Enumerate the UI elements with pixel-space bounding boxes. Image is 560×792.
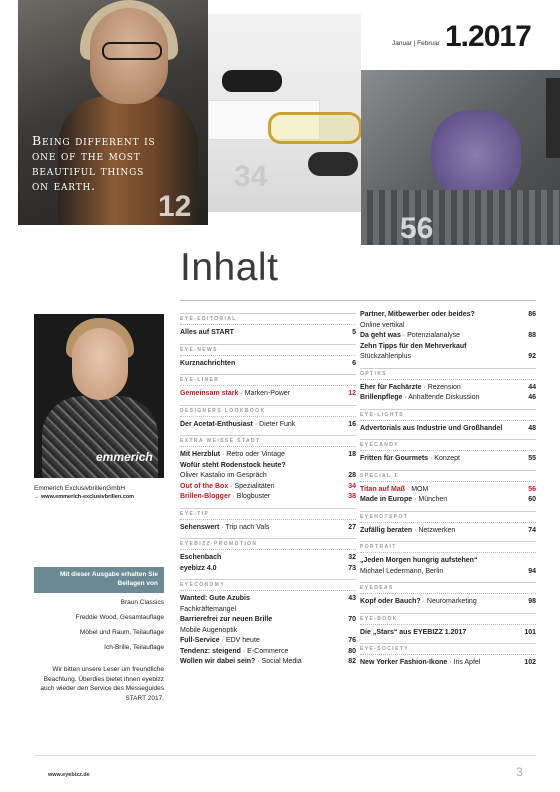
emmerich-portrait [34, 314, 164, 478]
toc-entry-title: Zufällig beraten [360, 526, 413, 534]
toc-entry-subtitle: Iris Apfel [453, 659, 481, 666]
toc-entry-subtitle: Rezension [427, 383, 461, 391]
toc-entry-line [180, 605, 356, 616]
toc-entry[interactable] [360, 597, 536, 608]
toc-entry-subtitle: Konzept [434, 455, 460, 462]
toc-separator: · [447, 659, 454, 666]
toc-entry-subtitle: Potenzialanalyse [407, 332, 461, 339]
photo-number-56: 56 [400, 212, 434, 245]
toc-separator: · [421, 383, 428, 391]
toc-entry[interactable] [180, 492, 356, 503]
toc-entry-line [180, 626, 356, 637]
portrait-url[interactable]: → www.emmerich-exclusivbrillen.com [34, 494, 135, 500]
toc-entry-subtitle: Retro oder Vintage [226, 451, 285, 458]
toc-entry-subtitle: Blogbuster [236, 493, 271, 500]
toc-entry-subtitle: München [418, 496, 448, 503]
beilagen-header: Mit dieser Ausgabe erhalten Sie Beilagen von [34, 567, 164, 593]
toc-entry-title: Out of the Box [180, 482, 229, 490]
toc-entry[interactable] [360, 628, 536, 639]
footer-url[interactable]: www.eyebizz.de [48, 772, 90, 778]
issue-month: Januar | Februar [392, 40, 440, 47]
toc-entry-title: Zehn Tipps für den Mehrverkauf [360, 342, 467, 350]
toc-entry-subline: Online vertikal [360, 321, 405, 329]
toc-entry-subline: Fachkräftemangel [180, 605, 237, 613]
toc-entry[interactable] [180, 657, 356, 668]
toc-section [360, 511, 536, 537]
toc-entry-subtitle: Anhaltende Diskussion [408, 394, 480, 401]
toc-entry[interactable] [360, 485, 536, 496]
photo-number-12: 12 [158, 190, 192, 223]
toc-separator: · [220, 451, 227, 458]
toc-entry[interactable] [360, 331, 536, 342]
toc-entry-title: Brillen-Blogger [180, 493, 231, 500]
toc-page-number: 18 [348, 451, 356, 458]
toc-page-number: 76 [348, 637, 356, 644]
page-title: Inhalt [180, 246, 279, 289]
toc-entry[interactable] [180, 450, 356, 461]
toc-section-label: OPTIKS [360, 368, 536, 380]
toc-section [180, 435, 356, 503]
toc-entry[interactable] [180, 420, 356, 431]
toc-entry[interactable] [360, 526, 536, 537]
toc-section [360, 582, 536, 608]
toc-section-label: SPECIAL 1 [360, 470, 536, 482]
photo-number-34: 34 [234, 160, 268, 193]
toc-page-number: 48 [528, 424, 536, 432]
toc-separator: · [252, 420, 260, 428]
toc-entry-title: Tendenz: steigend [180, 647, 241, 655]
toc-entry[interactable] [180, 647, 356, 658]
sunglasses-photo [208, 14, 361, 212]
toc-page-number: 38 [348, 493, 356, 500]
toc-entry-subtitle: EDV heute [225, 637, 260, 644]
toc-entry-title: Eher für Fachärzte [360, 383, 422, 391]
toc-entry[interactable] [360, 556, 536, 567]
toc-section-label: EYE-TIP [180, 508, 356, 520]
toc-page-number: 60 [528, 496, 536, 503]
beilagen-note: Wir bitten unsere Leser um freundliche Beachtung. Überdies bietet Ihnen eyebizz auch wieder den Service des Messeguides START 2017. [40, 666, 164, 702]
toc-entry-title: Barrierefrei zur neuen Brille [180, 616, 273, 623]
toc-entry-title: Alles auf START [180, 329, 234, 336]
emmerich-logo: emmerich [96, 450, 153, 464]
toc-separator: · [420, 598, 427, 605]
toc-entry-title: Sehenswert [180, 523, 220, 531]
toc-section [180, 508, 356, 534]
toc-page-number: 6 [352, 359, 356, 367]
toc-entry-line [360, 567, 536, 578]
toc-entry-title: Wofür steht Rodenstock heute? [180, 461, 286, 469]
toc-page-number: 28 [348, 472, 356, 479]
toc-page-number: 12 [348, 390, 356, 397]
toc-section [360, 541, 536, 577]
title-divider [180, 300, 536, 301]
toc-page-number: 73 [348, 564, 356, 572]
toc-entry-subtitle: Marken-Power [244, 390, 291, 397]
toc-entry[interactable] [360, 658, 536, 669]
toc-entry[interactable] [360, 342, 536, 353]
toc-entry-title: Eschenbach [180, 554, 222, 561]
toc-page-number: 34 [348, 482, 356, 490]
toc-column-right [360, 310, 536, 674]
toc-section [180, 579, 356, 668]
toc-section [360, 409, 536, 435]
toc-entry-subtitle: Neuromarketing [426, 598, 477, 605]
toc-entry-subtitle: MOM [411, 485, 429, 493]
toc-section-label: EYE-NEWS [180, 344, 356, 356]
toc-entry[interactable] [180, 615, 356, 626]
toc-section-label: EYE-SOCIETY [360, 643, 536, 655]
toc-separator: · [412, 526, 419, 534]
beilage-item: Möbel und Raum, Teilauflage [79, 629, 164, 636]
toc-entry[interactable] [180, 461, 356, 472]
toc-separator: · [230, 493, 237, 500]
toc-separator: · [428, 455, 435, 462]
toc-entry-subtitle: Netzwerken [418, 526, 456, 534]
toc-section [180, 374, 356, 400]
toc-entry-title: Advertorials aus Industrie und Großhandel [360, 424, 503, 432]
toc-section [360, 439, 536, 465]
toc-entry[interactable] [360, 393, 536, 404]
toc-entry-title: Made in Europe [360, 496, 413, 503]
toc-page-number: 82 [348, 658, 356, 665]
toc-entry[interactable] [180, 328, 356, 339]
toc-page-number: 80 [348, 647, 356, 655]
toc-section-label: DESIGNERS LOOKBOOK [180, 405, 356, 417]
toc-entry[interactable] [180, 553, 356, 564]
toc-page-number: 74 [528, 526, 536, 534]
toc-entry-subline: Mobile Augenoptik [180, 626, 238, 634]
toc-entry-title: „Jeden Morgen hungrig aufstehen“ [360, 557, 478, 564]
toc-entry-title: Kurznachrichten [180, 359, 236, 367]
toc-section-label: EYE-LINER [180, 374, 356, 386]
toc-entry-title: Die „Stars“ aus EYEBIZZ 1.2017 [360, 628, 467, 636]
toc-entry-title: Wollen wir dabei sein? [180, 658, 256, 665]
toc-entry-title: Da geht was [360, 332, 401, 339]
toc-section [360, 310, 536, 363]
toc-entry[interactable] [360, 454, 536, 465]
toc-section-label: EYECONOMY [180, 579, 356, 591]
toc-entry-title: Mit Herzblut [180, 451, 221, 458]
toc-section-label: EYEDEAS [360, 582, 536, 594]
toc-section [360, 613, 536, 639]
toc-section [360, 470, 536, 506]
issue-number: 1.2017 [445, 20, 531, 53]
toc-page-number: 102 [524, 659, 536, 666]
toc-section [180, 344, 356, 370]
toc-section-label: EYE-BOOK [360, 613, 536, 625]
toc-page-number: 46 [528, 394, 536, 401]
footer-divider [34, 755, 536, 756]
toc-entry-title: Gemeinsam stark [180, 390, 239, 397]
toc-entry[interactable] [360, 383, 536, 394]
toc-page-number: 27 [348, 523, 356, 531]
toc-page-number: 56 [528, 485, 536, 493]
toc-section-label: EYEBIZZ-PROMOTION [180, 538, 356, 550]
toc-entry-title: Wanted: Gute Azubis [180, 595, 250, 602]
toc-entry[interactable] [360, 495, 536, 506]
toc-section-label: EYE-EDITORIAL [180, 313, 356, 325]
toc-separator: · [238, 390, 245, 397]
toc-entry-line [360, 352, 536, 363]
toc-entry-title: Kopf oder Bauch? [360, 598, 421, 605]
toc-page-number: 16 [348, 420, 356, 428]
toc-entry-title: Full-Service [180, 637, 220, 644]
toc-section-label: EXTRA WEISSE STADT [180, 435, 356, 447]
toc-page-number: 94 [528, 567, 536, 575]
toc-entry-title: Brillenpflege [360, 394, 403, 401]
photo-quote: Being different is one of the most beautiful things on earth. [32, 133, 156, 193]
toc-entry[interactable] [360, 310, 536, 321]
toc-section-label: EYECANDY [360, 439, 536, 451]
production-photo [361, 70, 560, 245]
toc-separator: · [228, 482, 235, 490]
toc-entry[interactable] [180, 564, 356, 575]
toc-separator: · [400, 332, 408, 339]
toc-entry[interactable] [180, 636, 356, 647]
toc-entry-title: Der Acetat-Enthusiast [180, 420, 253, 428]
beilage-item: Ich-Brille, Teilauflage [104, 644, 164, 651]
toc-entry-title: Partner, Mitbewerber oder beides? [360, 311, 475, 318]
toc-section [360, 643, 536, 669]
toc-entry-title: Fritten für Gourmets [360, 455, 429, 462]
toc-entry-title: eyebizz 4.0 [180, 564, 217, 572]
page-number: 3 [516, 765, 523, 779]
toc-separator: · [219, 523, 226, 531]
toc-section-label: PORTRAIT [360, 541, 536, 553]
toc-section [180, 313, 356, 339]
toc-entry[interactable] [180, 523, 356, 534]
portrait-caption: Emmerich ExclusivbrillenGmbH [34, 485, 126, 492]
toc-entry-subline: Oliver Kastalio im Gespräch [180, 472, 267, 479]
toc-page-number: 5 [352, 329, 356, 336]
toc-entry[interactable] [180, 389, 356, 400]
toc-page-number: 70 [348, 616, 356, 623]
toc-section-label: EYE-LIGHTS [360, 409, 536, 421]
toc-entry-subtitle: Spezialitäten [234, 482, 275, 490]
toc-page-number: 98 [528, 598, 536, 605]
toc-separator: · [219, 637, 226, 644]
toc-page-number: 88 [528, 332, 536, 339]
toc-page-number: 44 [528, 383, 536, 391]
toc-page-number: 101 [524, 628, 536, 636]
toc-separator: · [412, 496, 419, 503]
toc-section [180, 538, 356, 574]
toc-separator: · [240, 647, 248, 655]
toc-section [180, 405, 356, 431]
toc-separator: · [404, 485, 412, 493]
toc-entry-line [360, 321, 536, 332]
toc-page-number: 32 [348, 554, 356, 561]
toc-entry-subtitle: Dieter Funk [259, 420, 296, 428]
toc-section [360, 368, 536, 404]
toc-entry-subline: Michael Ledermann, Berlin [360, 567, 444, 575]
toc-entry-subtitle: E-Commerce [247, 647, 289, 655]
toc-page-number: 86 [528, 311, 536, 318]
toc-page-number: 55 [528, 455, 536, 462]
toc-entry-subtitle: Social Media [261, 658, 302, 665]
beilage-item: Braun Classics [120, 599, 164, 606]
toc-entry-subtitle: Trip nach Vals [225, 523, 270, 531]
toc-entry[interactable] [180, 359, 356, 370]
toc-entry-line [180, 471, 356, 482]
toc-separator: · [255, 658, 262, 665]
toc-entry-subline: Stückzahlenplus [360, 353, 411, 360]
toc-section-label: EYEHOTSPOT [360, 511, 536, 523]
toc-page-number: 92 [528, 353, 536, 360]
toc-entry[interactable] [360, 424, 536, 435]
beilage-item: Freddie Wood, Gesamtauflage [75, 614, 164, 621]
toc-entry-title: Titan auf Maß [360, 485, 405, 493]
toc-entry-title: New Yorker Fashion-Ikone [360, 659, 448, 666]
toc-column-left [180, 313, 356, 673]
toc-page-number: 43 [348, 595, 356, 602]
toc-entry[interactable] [180, 482, 356, 493]
toc-entry[interactable] [180, 594, 356, 605]
toc-separator: · [402, 394, 409, 401]
beilagen-list [34, 598, 164, 658]
